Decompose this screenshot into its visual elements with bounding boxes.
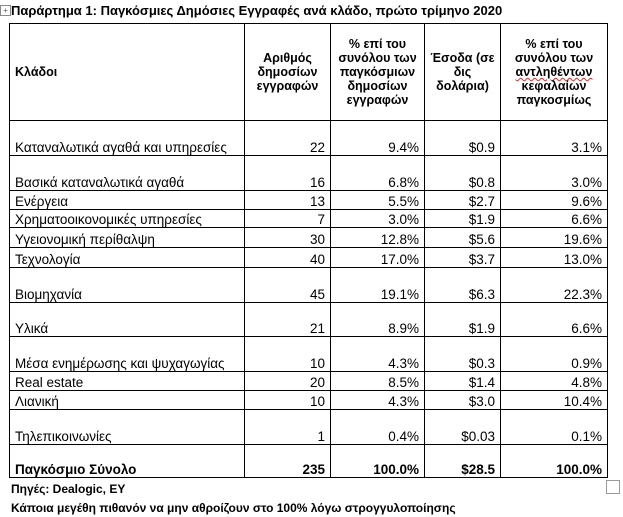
cell-pct-count: 0.4% (331, 410, 425, 445)
cell-proceeds: $1.4 (425, 372, 501, 391)
cell-pct-capital: 19.6% (501, 228, 608, 248)
cell-pct-capital: 0.1% (501, 410, 608, 445)
table-title: Παράρτημα 1: Παγκόσμιες Δημόσιες Εγγραφές ανά κλάδο, πρώτο τρίμηνο 2020 (11, 3, 503, 18)
cell-pct-capital: 22.3% (501, 268, 608, 303)
cell-count: 16 (245, 156, 331, 191)
source-line: Πηγές: Dealogic, EY (11, 482, 126, 496)
cell-proceeds: $0.9 (425, 121, 501, 156)
cell-count: 7 (245, 210, 331, 228)
cell-pct-capital: 0.9% (501, 337, 608, 372)
cell-pct-count: 3.0% (331, 210, 425, 228)
cell-pct-capital: 4.8% (501, 372, 608, 391)
cell-count: 45 (245, 268, 331, 303)
cell-proceeds: $2.7 (425, 191, 501, 210)
total-row (10, 445, 608, 478)
cell-sector: Τεχνολογία (10, 248, 245, 268)
table-row (10, 391, 608, 410)
cell-pct-count: 17.0% (331, 248, 425, 268)
cell-count: 10 (245, 337, 331, 372)
total-proceeds: $28.5 (425, 445, 501, 478)
header-pct-capital-pre: % επί του συνόλου των (514, 37, 594, 65)
cell-pct-capital: 3.1% (501, 121, 608, 156)
spelling-squiggle: αντληθέντων (515, 65, 593, 79)
table-row (10, 248, 608, 268)
cell-proceeds: $3.0 (425, 391, 501, 410)
cell-proceeds: $0.8 (425, 156, 501, 191)
cell-sector: Βιομηχανία (10, 268, 245, 303)
cell-count: 30 (245, 228, 331, 248)
header-sector: Κλάδοι (10, 24, 245, 121)
header-proceeds: Έσοδα (σε δις δολάρια) (425, 24, 501, 121)
table-row (10, 121, 608, 156)
header-count: Αριθμός δημοσίων εγγραφών (245, 24, 331, 121)
cell-pct-capital: 13.0% (501, 248, 608, 268)
table-row (10, 210, 608, 228)
cell-sector: Βασικά καταναλωτικά αγαθά (10, 156, 245, 191)
cell-pct-count: 8.9% (331, 303, 425, 337)
table-row (10, 303, 608, 337)
cell-sector: Χρηματοοικονομικές υπηρεσίες (10, 210, 245, 228)
total-pct-count: 100.0% (331, 445, 425, 478)
cell-sector: Real estate (10, 372, 245, 391)
cell-sector: Μέσα ενημέρωσης και ψυχαγωγίας (10, 337, 245, 372)
cell-sector: Λιανική (10, 391, 245, 410)
cell-sector: Τηλεπικοινωνίες (10, 410, 245, 445)
header-pct-count: % επί του συνόλου των παγκόσμιων δημοσίων εγγραφών (331, 24, 425, 121)
cell-proceeds: $1.9 (425, 210, 501, 228)
header-pct-capital-post: κεφαλαίων παγκοσμίως (516, 79, 592, 107)
cell-end-marker-icon (606, 480, 620, 494)
ipo-by-sector-table (9, 23, 608, 478)
cell-sector: Καταναλωτικά αγαθά και υπηρεσίες (10, 121, 245, 156)
cell-pct-capital: 6.6% (501, 210, 608, 228)
table-row (10, 337, 608, 372)
cell-pct-count: 9.4% (331, 121, 425, 156)
cell-pct-count: 4.3% (331, 337, 425, 372)
table-row (10, 191, 608, 210)
cell-pct-capital: 3.0% (501, 156, 608, 191)
cell-proceeds: $6.3 (425, 268, 501, 303)
total-count: 235 (245, 445, 331, 478)
cell-sector: Υγειονομική περίθαλψη (10, 228, 245, 248)
cell-count: 20 (245, 372, 331, 391)
cell-pct-count: 19.1% (331, 268, 425, 303)
table-move-handle-icon[interactable]: + (0, 5, 11, 16)
cell-pct-capital: 6.6% (501, 303, 608, 337)
table-row (10, 372, 608, 391)
cell-proceeds: $0.03 (425, 410, 501, 445)
total-sector: Παγκόσμιο Σύνολο (10, 445, 245, 478)
cell-pct-count: 6.8% (331, 156, 425, 191)
table-row (10, 410, 608, 445)
cell-sector: Υλικά (10, 303, 245, 337)
cell-count: 1 (245, 410, 331, 445)
cell-pct-capital: 9.6% (501, 191, 608, 210)
cell-proceeds: $5.6 (425, 228, 501, 248)
table-row (10, 156, 608, 191)
rounding-note: Κάποια μεγέθη πιθανόν να μην αθροίζουν στο 100% λόγω στρογγυλοποίησης (11, 501, 456, 515)
table-row (10, 268, 608, 303)
cell-proceeds: $0.3 (425, 337, 501, 372)
cell-count: 22 (245, 121, 331, 156)
cell-count: 40 (245, 248, 331, 268)
cell-pct-capital: 10.4% (501, 391, 608, 410)
cell-count: 10 (245, 391, 331, 410)
cell-proceeds: $1.9 (425, 303, 501, 337)
cell-pct-count: 12.8% (331, 228, 425, 248)
cell-count: 21 (245, 303, 331, 337)
cell-proceeds: $3.7 (425, 248, 501, 268)
cell-sector: Ενέργεια (10, 191, 245, 210)
table-row (10, 228, 608, 248)
table-header-row (10, 24, 608, 121)
total-pct-capital: 100.0% (501, 445, 608, 478)
cell-pct-count: 8.5% (331, 372, 425, 391)
cell-count: 13 (245, 191, 331, 210)
cell-pct-count: 5.5% (331, 191, 425, 210)
header-pct-capital (501, 24, 608, 121)
cell-pct-count: 4.3% (331, 391, 425, 410)
